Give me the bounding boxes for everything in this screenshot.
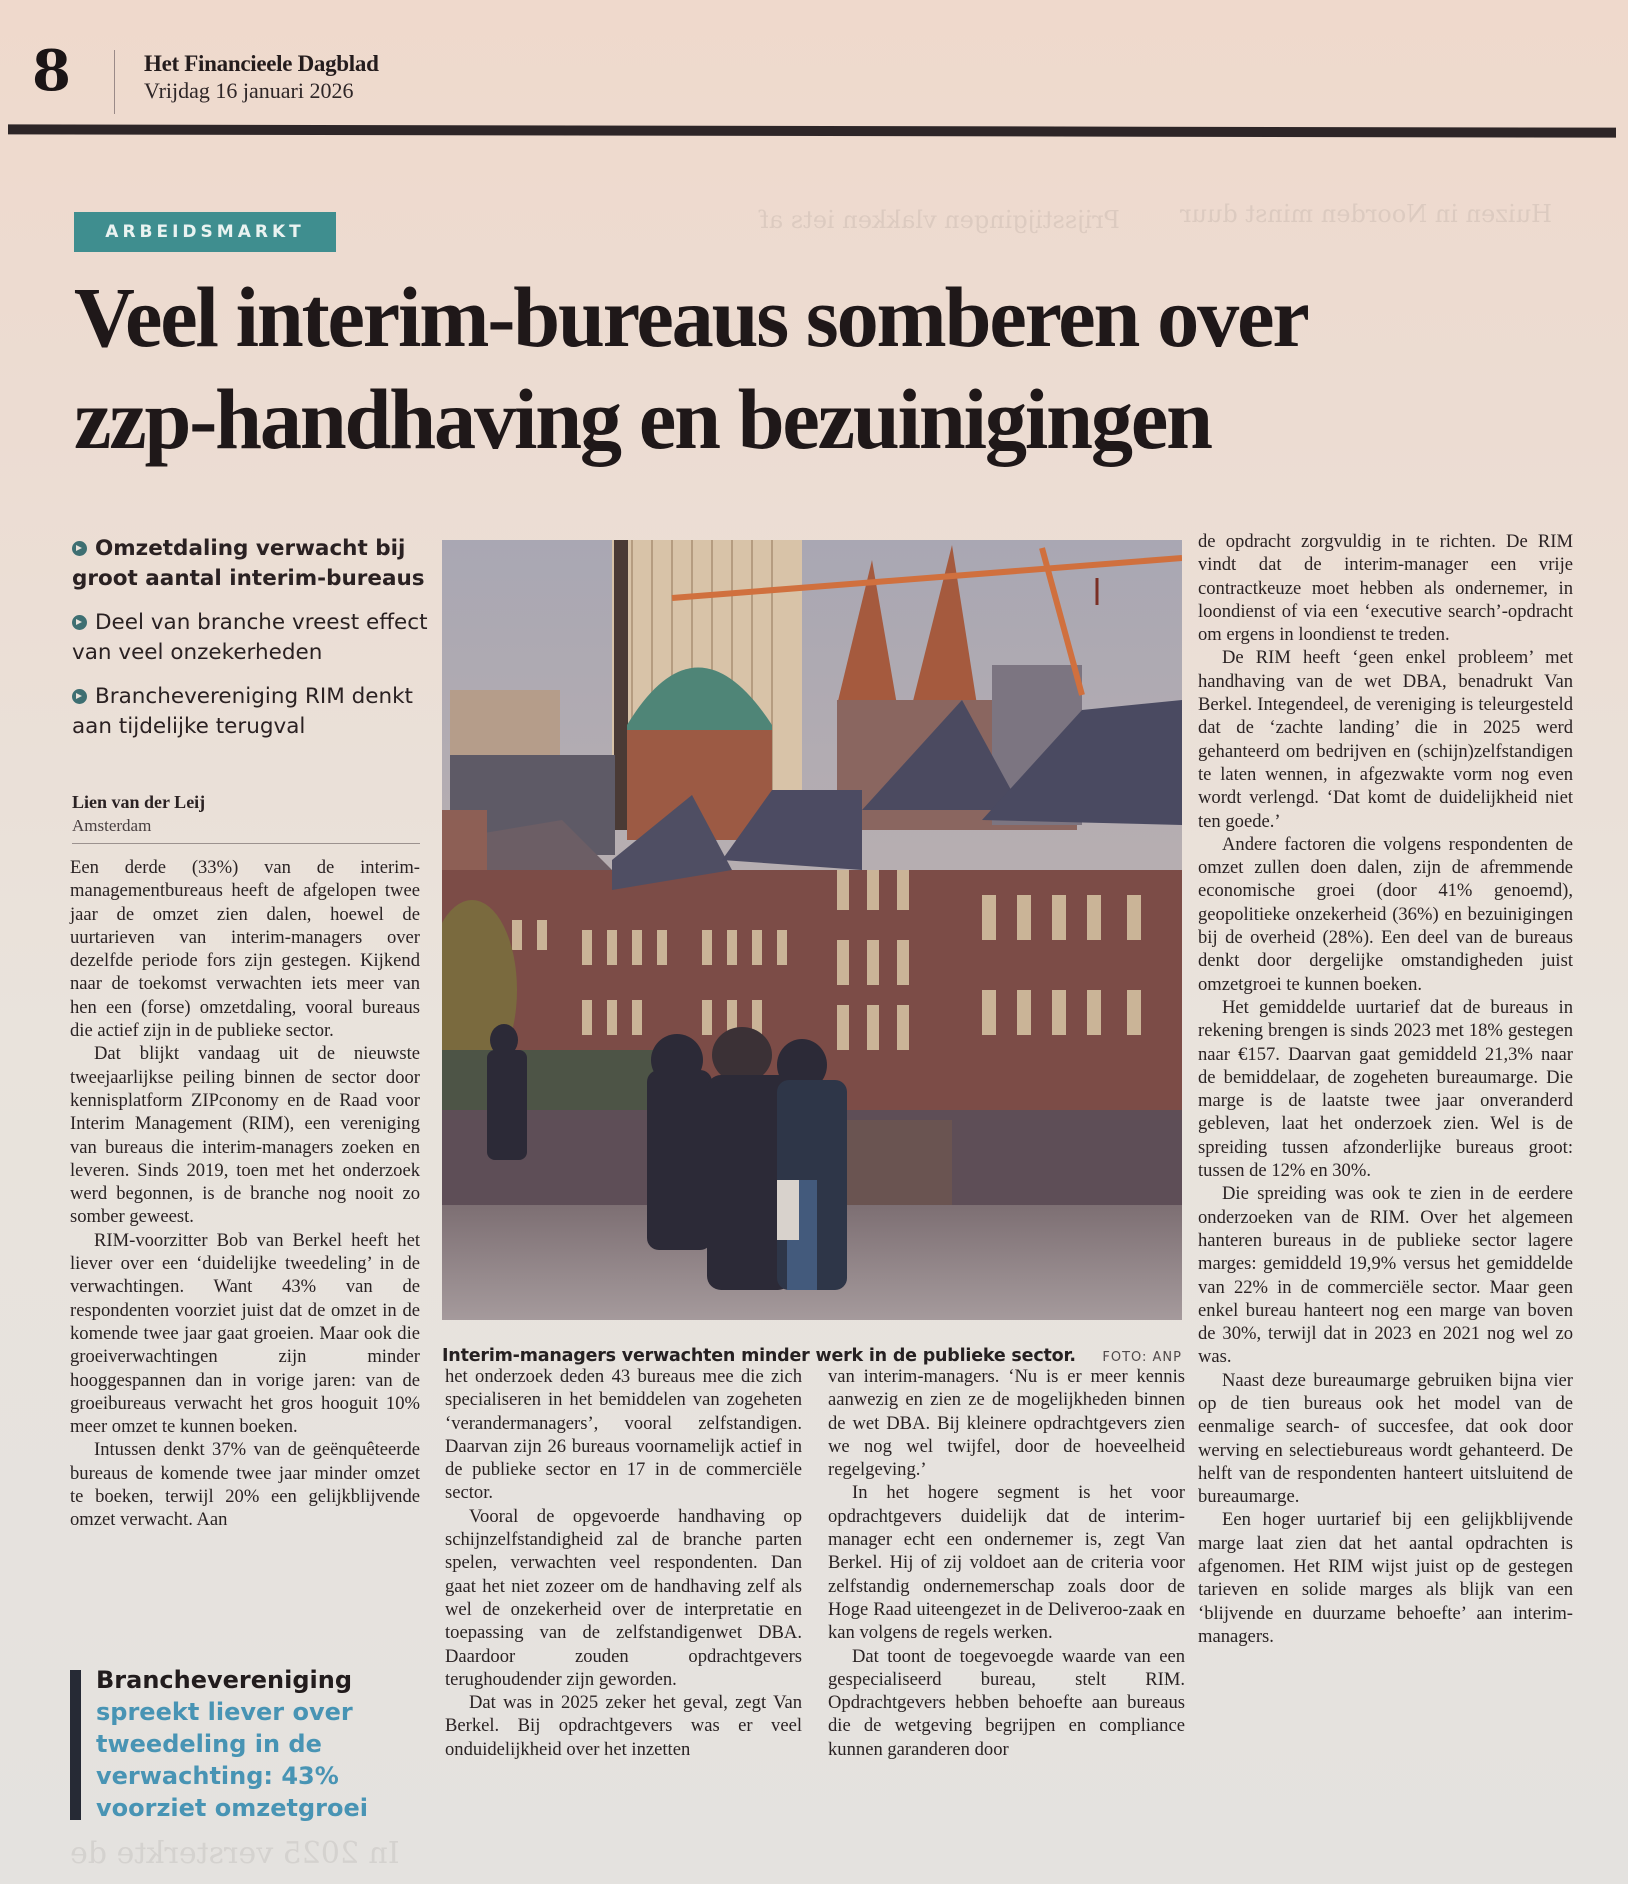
body-paragraph: van interim-managers. ‘Nu is er meer kennis aanwezig en zien ze de mogelijkheden binnen de wet DBA. Bij kleinere opdrachtgevers zien we nog wel twijfel, door de hoeveelheid regelgeving.’ (828, 1366, 1185, 1481)
photo-binnenhof-illustration (442, 540, 1182, 1320)
body-paragraph: het onderzoek deden 43 bureaus mee die zich specialiseren in het bemiddelen van zogeheten ‘verandermanagers’, vooral zelfstandigen. Daarvan zijn 26 bureaus voornamelijk actief in de publieke sector en 17 in de commerciële sector. (445, 1366, 802, 1504)
byline (72, 790, 205, 838)
body-paragraph: Vooral de opgevoerde handhaving op schijnzelfstandigheid zal de branche parten spelen, verwachten veel respondenten. Dan gaat het niet zozeer om de handhaving zelf als wel de onzekerheid over de interpretatie en toepassing van de zelfstandigenwet DBA. Daardoor zouden opdrachtgevers terughoudender zijn geworden. (445, 1505, 802, 1690)
summary-bullet: Branchevereniging RIM denkt aan tijdelijke terugval (72, 684, 413, 739)
issue-date: Vrijdag 16 januari 2026 (144, 78, 354, 103)
arrow-circle-icon (72, 541, 87, 556)
bleed-through-text: Huizen in Noorden minst duur (1180, 200, 1553, 228)
section-label: ARBEIDSMARKT (74, 212, 336, 252)
summary-bullets (72, 534, 432, 756)
summary-bullet: Deel van branche vreest effect van veel onzekerheden (72, 610, 428, 665)
body-paragraph: Dat toont de toegevoegde waarde van een gespecialiseerd bureau, stelt RIM. Opdrachtgevers hebben behoefte aan bureaus die de wetgeving begrijpen en compliance kunnen garanderen door (828, 1645, 1185, 1760)
photo-caption (442, 1346, 1182, 1366)
page-number: 8 (32, 38, 71, 104)
body-paragraph: Intussen denkt 37% van de geënquêteerde bureaus de komende twee jaar minder omzet te boeken, terwijl 20% een gelijkblijvende omzet verwacht. Aan (70, 1439, 420, 1531)
body-column-2 (445, 1365, 802, 1761)
body-paragraph: Naast deze bureaumarge gebruiken bijna vier op de tien bureaus ook het model van de eenmalige search- of succesfee, dat ook door werving en selectiebureaus wordt gehanteerd. De helft van de respondenten hanteert uitsluitend de bureaumarge. (1198, 1369, 1573, 1508)
newspaper-name: Het Financieele Dagblad (144, 51, 379, 76)
arrow-circle-icon (72, 615, 87, 630)
bleed-through-text: In 2025 versterkte de (70, 1836, 400, 1871)
body-column-1 (70, 856, 420, 1532)
summary-bullet: Omzetdaling verwacht bij groot aantal interim-bureaus (72, 536, 425, 591)
body-paragraph: De RIM heeft ‘geen enkel probleem’ met handhaving van de wet DBA, benadrukt Van Berkel. Integendeel, de vereniging is teleurgesteld dat de ‘zachte landing’ die in 2025 werd gehanteerd om bedrijven en (schijn)zelfstandigen te laten wennen, in afgezwakte vorm nog even wordt verlengd. ‘Dat komt de duidelijkheid niet ten goede.’ (1198, 647, 1573, 832)
headline: Veel interim-bureaus somberen over zzp-handhaving en bezuinigingen (74, 269, 1307, 467)
body-column-3 (828, 1365, 1185, 1761)
pull-quote (70, 1664, 400, 1824)
body-paragraph: Dat was in 2025 zeker het geval, zegt Van Berkel. Bij opdrachtgevers was er veel onduidelijkheid over het inzetten (445, 1692, 802, 1760)
body-paragraph: RIM-voorzitter Bob van Berkel heeft het liever over een ‘duidelijke tweedeling’ in de verwachtingen. Want 43% van de respondenten voorziet juist dat de omzet in de komende twee jaar gaat groeien. Maar ook die groeiverwachtingen zijn minder hooggespannen dan in vorige jaren: van de groeibureaus verwacht het gros hooguit 10% meer omzet te kunnen boeken. (70, 1229, 420, 1438)
byline-divider (72, 843, 420, 844)
bleed-through-text: Prijsstijgingen vlakken iets af (760, 206, 1120, 234)
arrow-circle-icon (72, 689, 87, 704)
photo-credit: FOTO: ANP (1102, 1350, 1182, 1365)
body-paragraph: de opdracht zorgvuldig in te richten. De RIM vindt dat de interim-manager een vrije contractkeuze moet hebben als ondernemer, in loondienst of via een ‘executive search’-opdracht om ergens in loondienst te treden. (1198, 531, 1573, 646)
body-paragraph: Een derde (33%) van de interim-managementbureaus heeft de afgelopen twee jaar de omzet zien dalen, hoewel de uurtarieven van interim-managers over dezelfde periode fors zijn gestegen. Kijkend naar de toekomst verwachten iets meer van hen een (forse) omzetdaling, vooral bureaus die actief zijn in de publieke sector. (70, 857, 420, 1042)
masthead-rule (8, 124, 1616, 137)
masthead (144, 50, 379, 104)
body-paragraph: Het gemiddelde uurtarief dat de bureaus in rekening brengen is sinds 2023 met 18% gestegen naar €157. Daarvan gaat gemiddeld 21,3% naar de bemiddelaar, de zogeheten bureaumarge. Die marge is de laatste twee jaar onveranderd gebleven, laat het onderzoek zien. Wel is de spreiding tussen afzonderlijke bureaus groot: tussen de 12% en 30%. (1198, 996, 1573, 1182)
article-photo (442, 540, 1182, 1320)
body-paragraph: Andere factoren die volgens respondenten de omzet zullen doen dalen, zijn de afremmende economische groei (door 41% genoemd), geopolitieke onzekerheid (36%) en bezuinigingen bij de overheid (28%). Een deel van de bureaus denkt door dergelijke omstandigheden juist omzetgroei te kunnen boeken. (1198, 833, 1573, 995)
body-paragraph: In het hogere segment is het voor opdrachtgevers duidelijk dat de interim-manager echt een ondernemer is, zegt Van Berkel. Hij of zij voldoet aan de criteria voor zelfstandig ondernemerschap zoals door de Hoge Raad uiteengezet in de Deliveroo-zaak en kan volgens de regels werken. (828, 1482, 1185, 1644)
body-paragraph: Een hoger uurtarief bij een gelijkblijvende marge laat zien dat het aantal opdrachten is afgenomen. Het RIM wijst juist op de gestegen tarieven en solide marges als blijk van een ‘blijvende en duurzame behoefte’ aan interim-managers. (1198, 1509, 1573, 1647)
pull-quote-lead: Branchevereniging (96, 1666, 353, 1694)
body-column-4 (1198, 530, 1573, 1648)
pull-quote-bar (70, 1670, 81, 1820)
byline-location: Amsterdam (72, 816, 152, 835)
masthead-divider (114, 50, 115, 114)
pull-quote-text: spreekt liever over tweedeling in de verwachting: 43% voorziet omzetgroei (96, 1698, 368, 1822)
body-paragraph: Die spreiding was ook te zien in de eerdere onderzoeken van de RIM. Over het algemeen hanteren bureaus in de publieke sector lagere marges: gemiddeld 19,9% versus het gemiddelde van 22% in de commerciële sector. Maar geen enkel bureau hanteert nog een marge van boven de 30%, terwijl dat in 2023 en 2021 nog wel zo was. (1198, 1183, 1573, 1368)
body-paragraph: Dat blijkt vandaag uit de nieuwste tweejaarlijkse peiling binnen de sector door kennisplatform ZIPconomy en de Raad voor Interim Management (RIM), een vereniging van bureaus die interim-managers zoeken en leveren. Sinds 2019, toen met het onderzoek werd begonnen, is de branche nog nooit zo somber geweest. (70, 1043, 420, 1228)
byline-author: Lien van der Leij (72, 792, 206, 812)
caption-text: Interim-managers verwachten minder werk in de publieke sector. (442, 1346, 1076, 1366)
